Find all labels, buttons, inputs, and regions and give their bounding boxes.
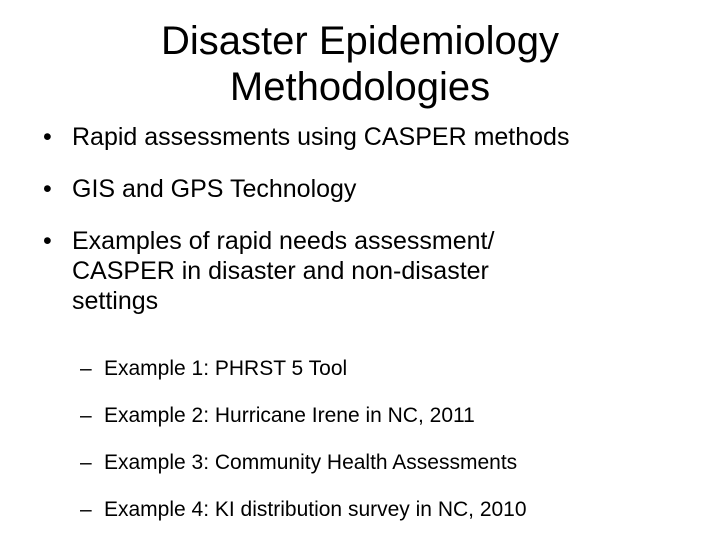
slide-title-line-2: Methodologies [229, 65, 491, 109]
bullet-text: Rapid assessments using CASPER methods [72, 123, 570, 151]
sub-bullet-text: Example 3: Community Health Assessments [104, 451, 518, 474]
sub-bullet-item [0, 450, 720, 476]
sub-bullet-marker: – [80, 451, 92, 474]
sub-bullet-item [0, 497, 720, 523]
sub-bullet-item [0, 403, 720, 429]
sub-bullet-text: Example 4: KI distribution survey in NC, 2010 [104, 498, 527, 521]
sub-bullet-text: Example 1: PHRST 5 Tool [104, 357, 348, 380]
bullet-text: GIS and GPS Technology [72, 175, 357, 203]
bullet-item [0, 174, 720, 204]
slide-title [40, 18, 680, 110]
sub-bullet-marker: – [80, 357, 92, 380]
sub-bullet-item [0, 356, 720, 382]
sub-bullet-marker: – [80, 404, 92, 427]
sub-bullet-list [0, 356, 720, 544]
bullet-item [0, 122, 720, 152]
bullet-marker: • [43, 175, 52, 203]
bullet-text-line-2: CASPER in disaster and non-disaster [72, 257, 489, 285]
bullet-marker: • [43, 227, 52, 255]
bullet-marker: • [43, 123, 52, 151]
bullet-list [0, 122, 720, 338]
sub-bullet-marker: – [80, 498, 92, 521]
bullet-text-line-3: settings [72, 287, 159, 315]
slide-title-line-1: Disaster Epidemiology [161, 19, 559, 63]
bullet-text-line-1: Examples of rapid needs assessment/ [72, 227, 495, 255]
bullet-item [0, 226, 720, 316]
sub-bullet-text: Example 2: Hurricane Irene in NC, 2011 [104, 404, 475, 427]
